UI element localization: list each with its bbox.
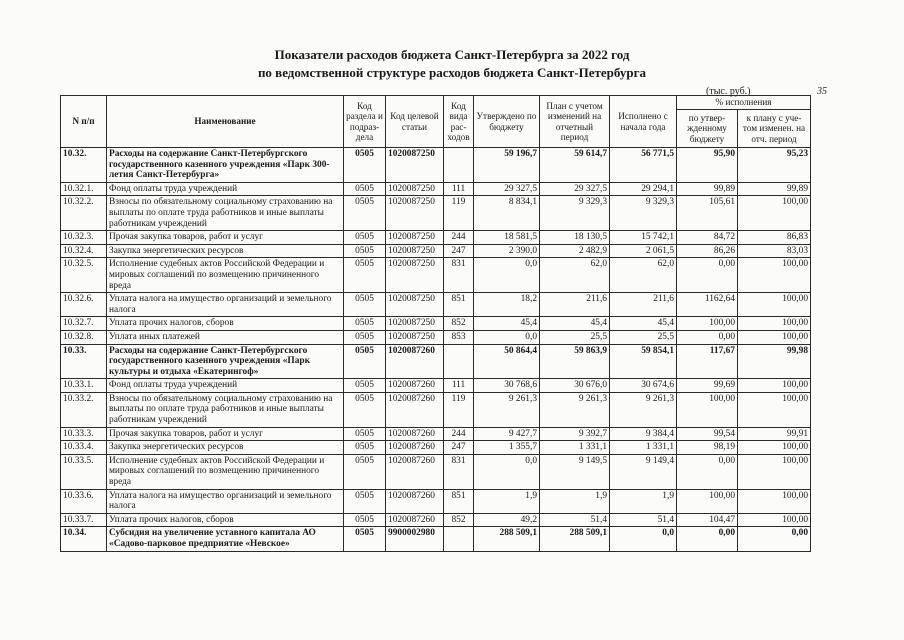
cell-planned: 59 614,7 (540, 148, 610, 183)
cell-executed: 56 771,5 (610, 148, 677, 183)
cell-target: 1020087260 (386, 427, 444, 441)
cell-num: 10.33.1. (61, 379, 107, 393)
cell-target: 1020087250 (386, 293, 444, 317)
cell-pct-approved: 100,00 (677, 392, 738, 427)
cell-target: 1020087260 (386, 344, 444, 379)
cell-name: Расходы на содержание Санкт-Петербургского государственного казенного учреждения «Парк культуры и отдыха «Екатерингоф» (107, 344, 344, 379)
cell-target: 9900002980 (386, 527, 444, 551)
cell-target: 1020087250 (386, 330, 444, 344)
cell-name: Взносы по обязательному социальному страхованию на выплаты по оплате труда работников и иные выплаты работникам учреждений (107, 392, 344, 427)
cell-executed: 9 384,4 (610, 427, 677, 441)
cell-target: 1020087250 (386, 148, 444, 183)
cell-section: 0505 (344, 148, 386, 183)
cell-kind: 852 (444, 513, 474, 527)
cell-section: 0505 (344, 527, 386, 551)
cell-kind: 111 (444, 182, 474, 196)
table-row (61, 379, 811, 393)
cell-target: 1020087250 (386, 231, 444, 245)
cell-num: 10.33.7. (61, 513, 107, 527)
header-approved: Утверждено по бюджету (474, 96, 540, 148)
cell-executed: 9 329,3 (610, 196, 677, 231)
cell-num: 10.32.8. (61, 330, 107, 344)
table-row (61, 293, 811, 317)
cell-section: 0505 (344, 244, 386, 258)
cell-executed: 9 149,4 (610, 454, 677, 489)
page-number: 35 (817, 86, 827, 97)
cell-kind: 831 (444, 258, 474, 293)
cell-planned: 30 676,0 (540, 379, 610, 393)
cell-target: 1020087250 (386, 317, 444, 331)
cell-planned: 9 261,3 (540, 392, 610, 427)
cell-pct-approved: 0,00 (677, 527, 738, 551)
cell-pct-plan: 100,00 (738, 513, 811, 527)
cell-section: 0505 (344, 392, 386, 427)
cell-approved: 29 327,5 (474, 182, 540, 196)
cell-pct-approved: 0,00 (677, 454, 738, 489)
cell-target: 1020087260 (386, 379, 444, 393)
header-num: N п/п (61, 96, 107, 148)
cell-pct-plan: 99,89 (738, 182, 811, 196)
cell-kind: 119 (444, 196, 474, 231)
cell-pct-plan: 95,23 (738, 148, 811, 183)
cell-kind: 852 (444, 317, 474, 331)
cell-approved: 9 427,7 (474, 427, 540, 441)
cell-name: Исполнение судебных актов Российской Федерации и мировых соглашений по возмещению причиненного вреда (107, 454, 344, 489)
cell-pct-plan: 100,00 (738, 196, 811, 231)
cell-approved: 2 390,0 (474, 244, 540, 258)
cell-executed: 211,6 (610, 293, 677, 317)
cell-name: Исполнение судебных актов Российской Федерации и мировых соглашений по возмещению причиненного вреда (107, 258, 344, 293)
cell-name: Прочая закупка товаров, работ и услуг (107, 427, 344, 441)
cell-num: 10.32.6. (61, 293, 107, 317)
table-row (61, 454, 811, 489)
cell-num: 10.34. (61, 527, 107, 551)
report-title-line-1: Показатели расходов бюджета Санкт-Петербурга за 2022 год (274, 47, 630, 62)
table-row (61, 231, 811, 245)
cell-section: 0505 (344, 427, 386, 441)
budget-table (60, 95, 811, 552)
cell-pct-plan: 99,91 (738, 427, 811, 441)
cell-pct-approved: 0,00 (677, 330, 738, 344)
cell-num: 10.33.2. (61, 392, 107, 427)
cell-executed: 25,5 (610, 330, 677, 344)
table-row (61, 392, 811, 427)
cell-planned: 62,0 (540, 258, 610, 293)
report-title-line-2: по ведомственной структуре расходов бюджета Санкт-Петербурга (257, 65, 647, 80)
cell-num: 10.32.7. (61, 317, 107, 331)
table-row (61, 513, 811, 527)
cell-executed: 9 261,3 (610, 392, 677, 427)
cell-pct-approved: 104,47 (677, 513, 738, 527)
cell-pct-approved: 99,89 (677, 182, 738, 196)
cell-section: 0505 (344, 344, 386, 379)
cell-num: 10.33.4. (61, 441, 107, 455)
cell-executed: 0,0 (610, 527, 677, 551)
header-kind: Код вида рас-ходов (444, 96, 474, 148)
cell-kind: 111 (444, 379, 474, 393)
cell-section: 0505 (344, 196, 386, 231)
cell-executed: 2 061,5 (610, 244, 677, 258)
table-row (61, 441, 811, 455)
cell-pct-plan: 100,00 (738, 392, 811, 427)
cell-num: 10.32.2. (61, 196, 107, 231)
cell-name: Фонд оплаты труда учреждений (107, 182, 344, 196)
cell-kind: 831 (444, 454, 474, 489)
cell-planned: 1 331,1 (540, 441, 610, 455)
cell-approved: 30 768,6 (474, 379, 540, 393)
cell-name: Взносы по обязательному социальному страхованию на выплаты по оплате труда работников и иные выплаты работникам учреждений (107, 196, 344, 231)
table-row (61, 489, 811, 513)
cell-pct-approved: 84,72 (677, 231, 738, 245)
cell-planned: 45,4 (540, 317, 610, 331)
cell-pct-plan: 100,00 (738, 489, 811, 513)
cell-planned: 211,6 (540, 293, 610, 317)
cell-name: Уплата прочих налогов, сборов (107, 513, 344, 527)
table-row (61, 258, 811, 293)
cell-approved: 1,9 (474, 489, 540, 513)
cell-target: 1020087250 (386, 196, 444, 231)
cell-kind: 247 (444, 441, 474, 455)
cell-target: 1020087260 (386, 489, 444, 513)
cell-name: Уплата налога на имущество организаций и земельного налога (107, 489, 344, 513)
cell-pct-plan: 100,00 (738, 293, 811, 317)
cell-target: 1020087250 (386, 258, 444, 293)
cell-planned: 18 130,5 (540, 231, 610, 245)
cell-section: 0505 (344, 379, 386, 393)
table-row (61, 148, 811, 183)
cell-num: 10.32.1. (61, 182, 107, 196)
table-row (61, 244, 811, 258)
table-row (61, 344, 811, 379)
cell-pct-plan: 86,83 (738, 231, 811, 245)
cell-pct-plan: 100,00 (738, 330, 811, 344)
cell-executed: 51,4 (610, 513, 677, 527)
cell-name: Закупка энергетических ресурсов (107, 244, 344, 258)
cell-num: 10.33.5. (61, 454, 107, 489)
cell-num: 10.32.5. (61, 258, 107, 293)
cell-pct-plan: 0,00 (738, 527, 811, 551)
cell-planned: 9 392,7 (540, 427, 610, 441)
cell-kind: 244 (444, 231, 474, 245)
cell-target: 1020087260 (386, 454, 444, 489)
cell-name: Уплата прочих налогов, сборов (107, 317, 344, 331)
cell-name: Уплата налога на имущество организаций и земельного налога (107, 293, 344, 317)
cell-planned: 29 327,5 (540, 182, 610, 196)
cell-section: 0505 (344, 293, 386, 317)
cell-planned: 9 149,5 (540, 454, 610, 489)
cell-name: Субсидия на увеличение уставного капитала АО «Садово-парковое предприятие «Невское» (107, 527, 344, 551)
header-pct-plan: к плану с уче-том изменен. на отч. период (738, 110, 811, 148)
cell-kind: 853 (444, 330, 474, 344)
cell-target: 1020087260 (386, 513, 444, 527)
cell-executed: 29 294,1 (610, 182, 677, 196)
cell-executed: 45,4 (610, 317, 677, 331)
cell-target: 1020087250 (386, 182, 444, 196)
cell-planned: 25,5 (540, 330, 610, 344)
cell-section: 0505 (344, 317, 386, 331)
cell-pct-plan: 100,00 (738, 379, 811, 393)
cell-num: 10.32.3. (61, 231, 107, 245)
cell-num: 10.33. (61, 344, 107, 379)
cell-name: Уплата иных платежей (107, 330, 344, 344)
cell-num: 10.33.6. (61, 489, 107, 513)
cell-name: Расходы на содержание Санкт-Петербургского государственного казенного учреждения «Парк 300-летия Санкт-Петербурга» (107, 148, 344, 183)
cell-kind: 244 (444, 427, 474, 441)
table-row (61, 427, 811, 441)
table-row (61, 527, 811, 551)
cell-section: 0505 (344, 513, 386, 527)
cell-pct-approved: 99,69 (677, 379, 738, 393)
cell-approved: 288 509,1 (474, 527, 540, 551)
cell-approved: 50 864,4 (474, 344, 540, 379)
cell-executed: 15 742,1 (610, 231, 677, 245)
cell-approved: 0,0 (474, 258, 540, 293)
cell-approved: 8 834,1 (474, 196, 540, 231)
cell-pct-plan: 100,00 (738, 441, 811, 455)
cell-pct-plan: 83,03 (738, 244, 811, 258)
header-executed: Исполнено с начала года (610, 96, 677, 148)
cell-approved: 18 581,5 (474, 231, 540, 245)
table-row (61, 182, 811, 196)
cell-pct-approved: 99,54 (677, 427, 738, 441)
cell-executed: 30 674,6 (610, 379, 677, 393)
header-planned: План с учетом изменений на отчетный период (540, 96, 610, 148)
cell-name: Фонд оплаты труда учреждений (107, 379, 344, 393)
cell-section: 0505 (344, 489, 386, 513)
cell-pct-approved: 100,00 (677, 489, 738, 513)
cell-pct-approved: 0,00 (677, 258, 738, 293)
cell-approved: 9 261,3 (474, 392, 540, 427)
cell-pct-approved: 117,67 (677, 344, 738, 379)
cell-pct-approved: 86,26 (677, 244, 738, 258)
cell-approved: 0,0 (474, 330, 540, 344)
cell-num: 10.32.4. (61, 244, 107, 258)
cell-pct-plan: 100,00 (738, 317, 811, 331)
cell-name: Закупка энергетических ресурсов (107, 441, 344, 455)
cell-planned: 51,4 (540, 513, 610, 527)
cell-section: 0505 (344, 258, 386, 293)
cell-executed: 1 331,1 (610, 441, 677, 455)
cell-planned: 2 482,9 (540, 244, 610, 258)
cell-kind: 247 (444, 244, 474, 258)
cell-approved: 59 196,7 (474, 148, 540, 183)
cell-pct-plan: 99,98 (738, 344, 811, 379)
cell-approved: 45,4 (474, 317, 540, 331)
cell-planned: 288 509,1 (540, 527, 610, 551)
cell-section: 0505 (344, 182, 386, 196)
cell-target: 1020087250 (386, 244, 444, 258)
header-pct-group: % исполнения (677, 96, 811, 110)
header-pct-approved: по утвер-жденному бюджету (677, 110, 738, 148)
cell-name: Прочая закупка товаров, работ и услуг (107, 231, 344, 245)
cell-pct-approved: 95,90 (677, 148, 738, 183)
cell-target: 1020087260 (386, 441, 444, 455)
cell-num: 10.33.3. (61, 427, 107, 441)
cell-pct-approved: 105,61 (677, 196, 738, 231)
cell-approved: 18,2 (474, 293, 540, 317)
header-name: Наименование (107, 96, 344, 148)
cell-kind (444, 148, 474, 183)
units-label: (тыс. руб.) (706, 86, 751, 97)
cell-pct-approved: 98,19 (677, 441, 738, 455)
cell-executed: 1,9 (610, 489, 677, 513)
cell-section: 0505 (344, 441, 386, 455)
header-target: Код целевой статьи (386, 96, 444, 148)
cell-target: 1020087260 (386, 392, 444, 427)
cell-kind (444, 527, 474, 551)
cell-pct-approved: 100,00 (677, 317, 738, 331)
header-section: Код раздела и подраз-дела (344, 96, 386, 148)
cell-planned: 59 863,9 (540, 344, 610, 379)
cell-approved: 0,0 (474, 454, 540, 489)
cell-executed: 62,0 (610, 258, 677, 293)
cell-approved: 49,2 (474, 513, 540, 527)
cell-kind: 851 (444, 489, 474, 513)
cell-pct-plan: 100,00 (738, 454, 811, 489)
cell-pct-approved: 1162,64 (677, 293, 738, 317)
table-row (61, 317, 811, 331)
cell-pct-plan: 100,00 (738, 258, 811, 293)
cell-planned: 9 329,3 (540, 196, 610, 231)
cell-section: 0505 (344, 454, 386, 489)
cell-kind: 119 (444, 392, 474, 427)
cell-kind: 851 (444, 293, 474, 317)
cell-section: 0505 (344, 330, 386, 344)
cell-approved: 1 355,7 (474, 441, 540, 455)
cell-num: 10.32. (61, 148, 107, 183)
cell-planned: 1,9 (540, 489, 610, 513)
table-row (61, 330, 811, 344)
table-row (61, 196, 811, 231)
cell-executed: 59 854,1 (610, 344, 677, 379)
cell-section: 0505 (344, 231, 386, 245)
cell-kind (444, 344, 474, 379)
